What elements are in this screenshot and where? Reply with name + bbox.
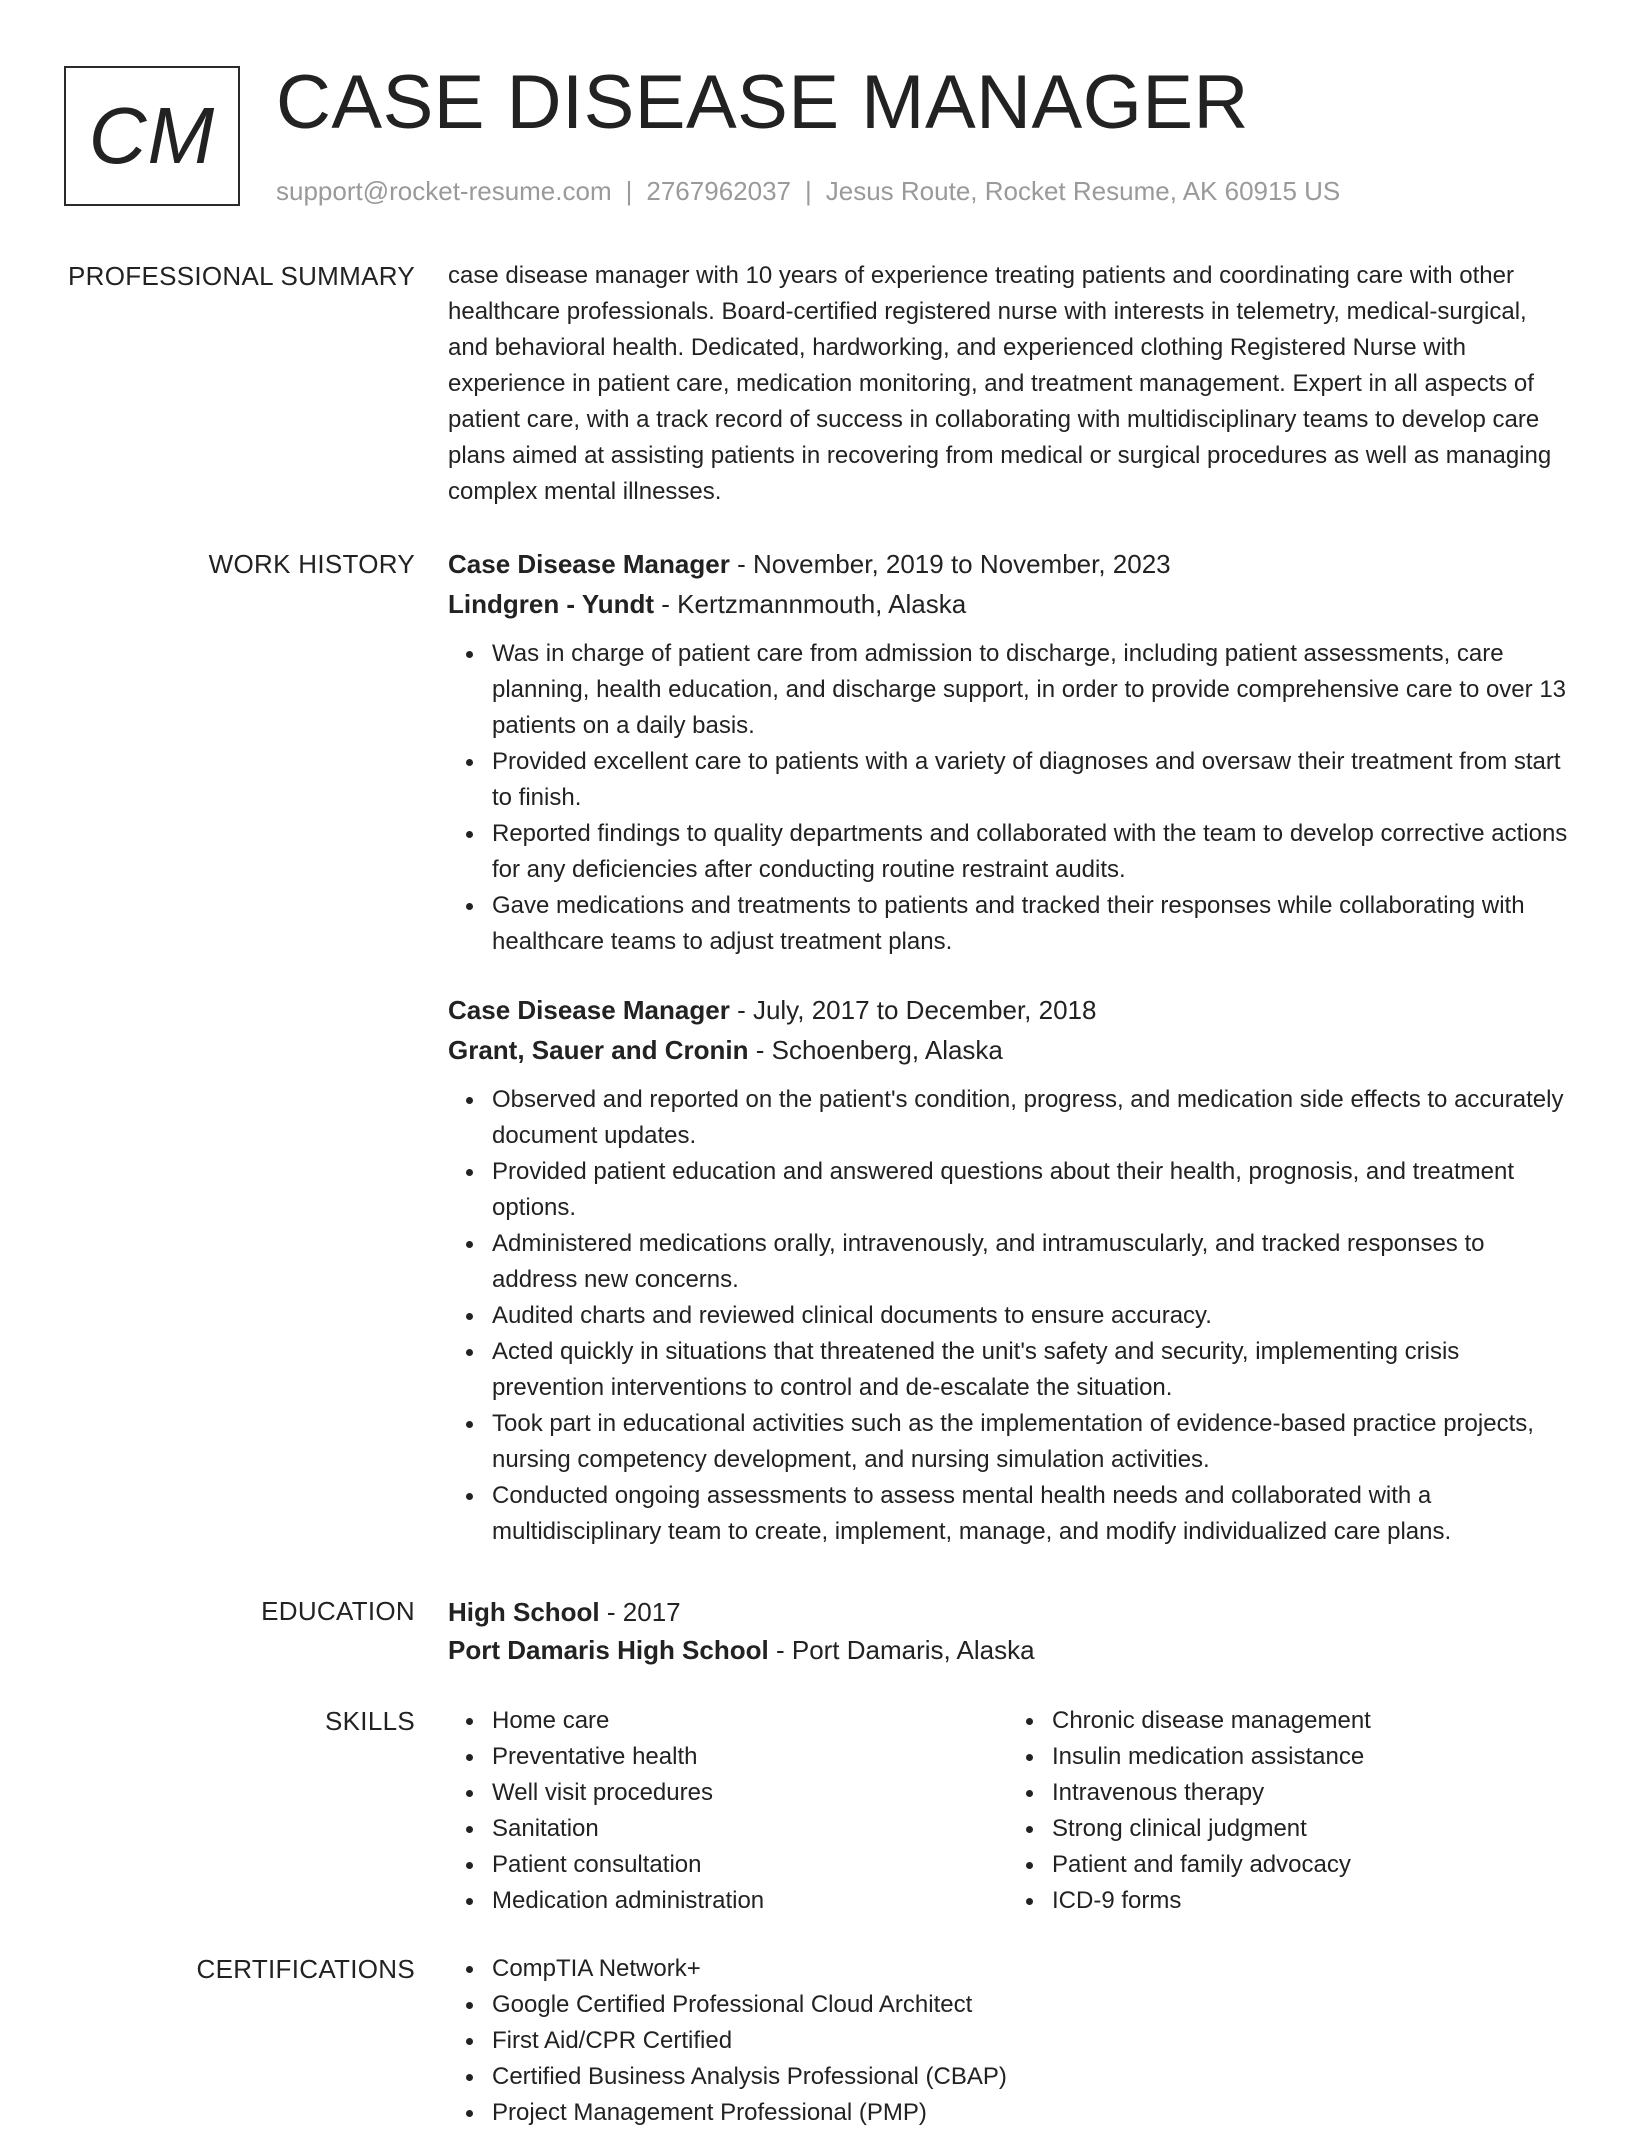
list-item: Took part in educational activities such as the implementation of evidence-based practice projects, nursing competency development, and nursing simulation activities. [492,1406,1568,1478]
list-item: Medication administration [492,1883,1008,1919]
skills-body [448,1703,1568,1919]
summary-text: case disease manager with 10 years of experience treating patients and coordinating care with other healthcare professionals. Board-certified registered nurse with interests in telemetry, medical-surgical, and behavioral health. Dedicated, hardworking, and experienced clothing Registered Nurse with experience in patient care, medication monitoring, and treatment management. Expert in all aspects of patient care, with a track record of success in collaborating with multidisciplinary teams to develop care plans aimed at assisting patients in recovering from medical or surgical procedures as well as managing complex mental illnesses. [448,262,1552,505]
contact-separator: | [625,176,633,206]
list-item: Patient and family advocacy [1052,1847,1568,1883]
education-body [448,1593,1568,1669]
education-degree: High School [448,1597,600,1627]
skills-list-left [448,1703,1008,1919]
summary-body [448,258,1568,510]
list-item: Chronic disease management [1052,1703,1568,1739]
list-item: Audited charts and reviewed clinical documents to ensure accuracy. [492,1298,1568,1334]
job-entry [448,544,1568,960]
list-item: Well visit procedures [492,1775,1008,1811]
job-location: - Kertzmannmouth, Alaska [661,589,967,619]
list-item: Observed and reported on the patient's condition, progress, and medication side effects to accurately document updates. [492,1082,1568,1154]
contact-separator: | [805,176,812,206]
list-item: Strong clinical judgment [1052,1811,1568,1847]
education-degree-line [448,1593,1568,1631]
job-duties-list [448,636,1568,960]
job-dates: - July, 2017 to December, 2018 [737,995,1097,1025]
contact-email[interactable]: support@rocket-resume.com [276,176,612,206]
job-entry [448,990,1568,1550]
education-school: Port Damaris High School [448,1635,769,1665]
summary-heading: PROFESSIONAL SUMMARY [68,261,415,291]
job-company-line [448,584,1568,624]
job-title: Case Disease Manager [448,995,730,1025]
list-item: Sanitation [492,1811,1008,1847]
job-duties-list [448,1082,1568,1550]
list-item: Home care [492,1703,1008,1739]
monogram-initials: CM [88,91,216,180]
monogram-logo [64,66,240,206]
list-item: Insulin medication assistance [1052,1739,1568,1775]
education-location: - Port Damaris, Alaska [775,1635,1035,1665]
contact-phone[interactable]: 2767962037 [646,176,791,206]
education-school-line [448,1631,1568,1669]
list-item: Google Certified Professional Cloud Architect [492,1987,1568,2023]
job-location: - Schoenberg, Alaska [755,1035,1003,1065]
contact-address: Jesus Route, Rocket Resume, AK 60915 US [825,176,1341,206]
skills-list-right [1008,1703,1568,1919]
list-item: Conducted ongoing assessments to assess mental health needs and collaborated with a multidisciplinary team to create, implement, manage, and modify individualized care plans. [492,1478,1568,1550]
certifications-list [448,1951,1568,2131]
education-year: - 2017 [606,1597,681,1627]
list-item: Administered medications orally, intravenously, and intramuscularly, and tracked responses to address new concerns. [492,1226,1568,1298]
certifications-body [448,1951,1568,2131]
work-history-heading: WORK HISTORY [208,549,415,579]
skills-heading: SKILLS [325,1706,415,1736]
list-item: Intravenous therapy [1052,1775,1568,1811]
list-item: Provided patient education and answered questions about their health, prognosis, and treatment options. [492,1154,1568,1226]
list-item: First Aid/CPR Certified [492,2023,1568,2059]
list-item: Gave medications and treatments to patients and tracked their responses while collaborating with healthcare teams to adjust treatment plans. [492,888,1568,960]
job-title-line [448,544,1568,584]
job-title: Case Disease Manager [448,549,730,579]
list-item: Acted quickly in situations that threatened the unit's safety and security, implementing crisis prevention interventions to control and de-escalate the situation. [492,1334,1568,1406]
list-item: Preventative health [492,1739,1008,1775]
list-item: Project Management Professional (PMP) [492,2095,1568,2131]
job-title-line [448,990,1568,1030]
list-item: Certified Business Analysis Professional (CBAP) [492,2059,1568,2095]
list-item: ICD-9 forms [1052,1883,1568,1919]
job-company: Grant, Sauer and Cronin [448,1035,749,1065]
job-company-line [448,1030,1568,1070]
certifications-heading: CERTIFICATIONS [196,1954,415,1984]
list-item: CompTIA Network+ [492,1951,1568,1987]
contact-line [276,174,1340,208]
list-item: Was in charge of patient care from admission to discharge, including patient assessments, care planning, health education, and discharge support, in order to provide comprehensive care to over 13 patients on a daily basis. [492,636,1568,744]
job-company: Lindgren - Yundt [448,589,655,619]
resume-name: CASE DISEASE MANAGER [276,60,1249,145]
job-dates: - November, 2019 to November, 2023 [737,549,1171,579]
list-item: Patient consultation [492,1847,1008,1883]
work-history-body [448,544,1568,1550]
education-heading: EDUCATION [261,1596,415,1626]
list-item: Reported findings to quality departments and collaborated with the team to develop corrective actions for any deficiencies after conducting routine restraint audits. [492,816,1568,888]
list-item: Provided excellent care to patients with a variety of diagnoses and oversaw their treatment from start to finish. [492,744,1568,816]
